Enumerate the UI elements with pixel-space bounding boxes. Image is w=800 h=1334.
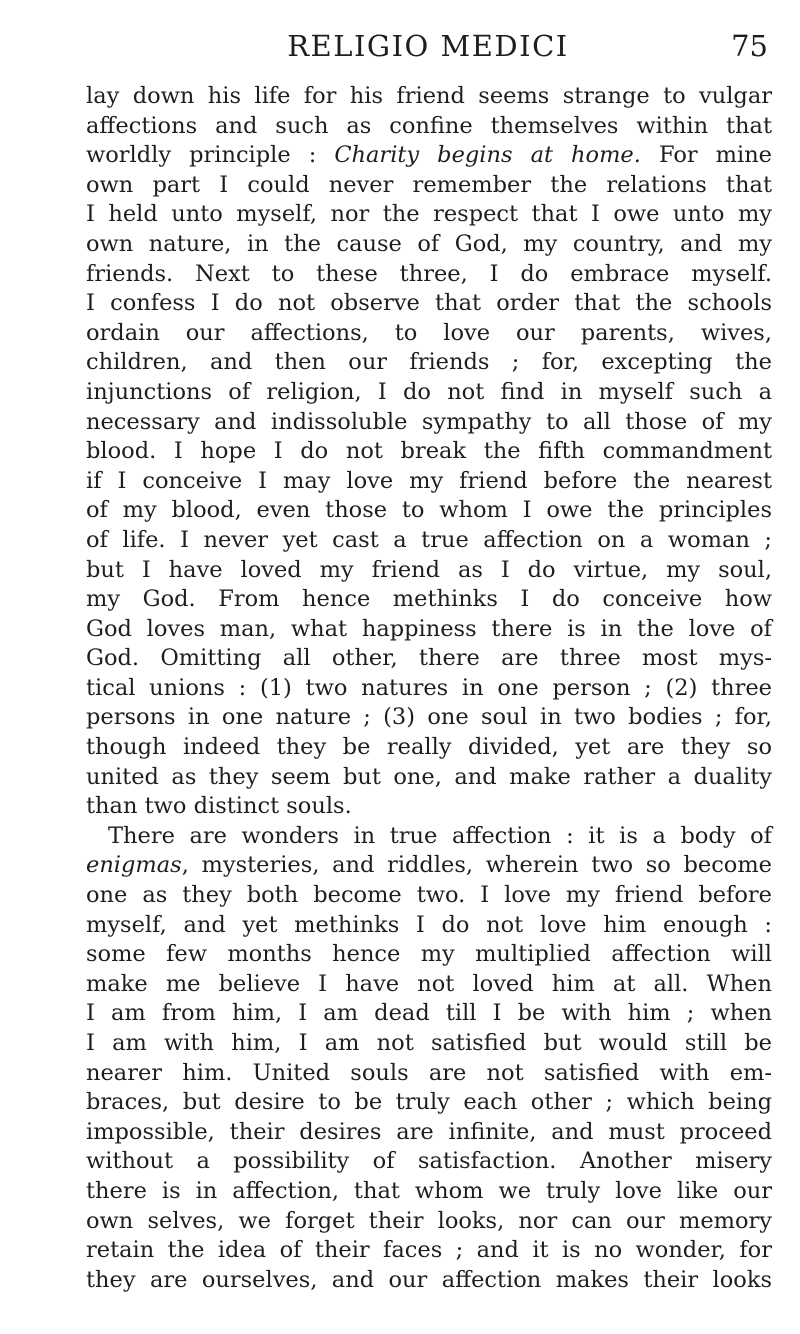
text-segment: , mysteries, and riddles, wherein two so become	[181, 852, 772, 879]
text-segment: I am with him, I am not satisfied but would still be	[86, 1030, 772, 1056]
text-segment: own nature, in the cause of God, my country, and my	[86, 230, 772, 257]
text-segment: worldly principle :	[86, 142, 335, 169]
text-line	[86, 289, 772, 319]
text-segment: some few months hence my multiplied affection will	[86, 941, 772, 968]
text-segment: they are ourselves, and our affection makes their looks	[86, 1266, 772, 1293]
text-line	[86, 260, 772, 290]
text-segment: my God. From hence methinks I do conceive how	[86, 586, 772, 613]
text-segment: affections and such as confine themselves within that	[86, 112, 772, 139]
text-segment: injunctions of religion, I do not find in myself such a	[86, 378, 772, 405]
text-line	[86, 644, 772, 674]
text-line	[86, 526, 772, 556]
text-segment: myself, and yet methinks I do not love him enough :	[86, 911, 772, 938]
text-segment: if I conceive I may love my friend before the nearest	[86, 467, 772, 494]
text-line	[86, 585, 772, 615]
text-segment: united as they seem but one, and make rather a duality	[86, 763, 772, 790]
running-title: RELIGIO MEDICI	[287, 29, 569, 63]
page-number: 75	[731, 29, 768, 63]
text-segment: though indeed they be really divided, yet are they so	[86, 734, 772, 761]
text-segment: without a possibility of satisfaction. Another misery	[86, 1148, 772, 1175]
text-line	[86, 1088, 772, 1118]
text-segment: I am from him, I am dead till I be with him ; when	[86, 1000, 772, 1027]
text-line	[86, 556, 772, 586]
text-line	[86, 141, 772, 171]
text-segment: of life. I never yet cast a true affection on a woman ;	[86, 526, 772, 553]
text-line	[86, 1236, 772, 1266]
text-segment: I held unto myself, nor the respect that I owe unto my	[86, 201, 772, 228]
text-segment: God. Omitting all other, there are three most mys-	[86, 645, 772, 672]
italic-phrase: Charity begins at home.	[334, 142, 641, 169]
text-segment: make me believe I have not loved him at all. When	[86, 970, 772, 997]
text-line	[86, 1029, 772, 1059]
text-line	[86, 911, 772, 941]
text-line	[86, 230, 772, 260]
text-segment: friends. Next to these three, I do embrace myself.	[86, 260, 772, 287]
text-line	[86, 496, 772, 526]
text-segment: own part I could never remember the relations that	[86, 171, 772, 198]
text-line	[86, 881, 772, 911]
text-segment: of my blood, even those to whom I owe the principles	[86, 497, 772, 524]
text-line	[86, 112, 772, 142]
text-segment: lay down his life for his friend seems strange to vulgar	[86, 83, 772, 109]
text-line	[86, 703, 772, 733]
text-line	[86, 970, 772, 1000]
text-segment: retain the idea of their faces ; and it is no wonder, for	[86, 1237, 772, 1264]
text-line	[86, 408, 772, 438]
text-line	[86, 1207, 772, 1237]
text-segment: persons in one nature ; (3) one soul in two bodies ; for,	[86, 704, 772, 731]
text-segment: braces, but desire to be truly each other ; which being	[86, 1089, 772, 1116]
text-line	[86, 200, 772, 230]
text-segment: one as they both become two. I love my friend before	[86, 882, 772, 909]
text-segment: ordain our affections, to love our parents, wives,	[86, 319, 772, 346]
text-line	[86, 822, 772, 852]
text-line	[86, 1118, 772, 1148]
text-segment: own selves, we forget their looks, nor can our memory	[86, 1207, 772, 1234]
body-text	[86, 82, 772, 1295]
text-line	[86, 763, 772, 793]
text-segment: there is in affection, that whom we truly love like our	[86, 1177, 772, 1204]
text-line	[86, 319, 772, 349]
text-line	[86, 674, 772, 704]
text-segment: tical unions : (1) two natures in one person ; (2) three	[86, 674, 772, 701]
text-line	[86, 792, 772, 822]
text-line	[86, 940, 772, 970]
text-segment: I confess I do not observe that order that the schools	[86, 290, 772, 317]
text-line	[86, 467, 772, 497]
text-line	[86, 378, 772, 408]
text-segment: blood. I hope I do not break the fifth commandment	[86, 438, 772, 465]
text-segment: There are wonders in true affection : it is a body of	[108, 822, 772, 849]
text-line	[86, 171, 772, 201]
running-head	[88, 26, 768, 66]
italic-phrase: enigmas	[86, 852, 182, 879]
text-line	[86, 851, 772, 881]
text-line	[86, 437, 772, 467]
text-line	[86, 733, 772, 763]
text-segment: God loves man, what happiness there is in the love of	[86, 615, 772, 642]
text-segment: children, and then our friends ; for, excepting the	[86, 349, 772, 376]
text-segment: than two distinct souls.	[86, 793, 352, 820]
text-line	[86, 999, 772, 1029]
text-line	[86, 615, 772, 645]
text-line	[86, 82, 772, 112]
text-segment: necessary and indissoluble sympathy to all those of my	[86, 408, 772, 435]
text-line	[86, 1177, 772, 1207]
text-segment: For mine	[640, 142, 772, 169]
text-segment: impossible, their desires are infinite, and must proceed	[86, 1118, 772, 1145]
text-line	[86, 1059, 772, 1089]
text-line	[86, 1147, 772, 1177]
text-line	[86, 348, 772, 378]
text-segment: but I have loved my friend as I do virtue, my soul,	[86, 556, 772, 583]
text-line	[86, 1266, 772, 1296]
text-segment: nearer him. United souls are not satisfied with em-	[86, 1059, 772, 1086]
